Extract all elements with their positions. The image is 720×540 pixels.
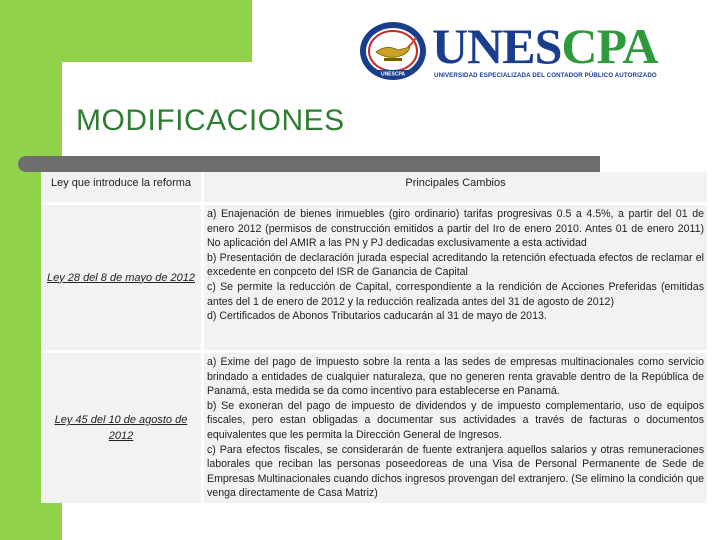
change-item: b) Presentación de declaración jurada especial acreditando la retención efectuada efectos de reclamar el excedente en conpceto del ISR de Ganancia de Capital: [207, 251, 704, 279]
logo-name-cpa: CPA: [561, 18, 658, 74]
change-item: c) Se permite la reducción de Capital, correspondiente a la rendición de Acciones Preferidas (emitidas antes del 1 de enero de 2012 y la reducción realizada antes del 31 de agosto de 2012): [207, 280, 704, 308]
table-row-2-changes: [204, 353, 707, 503]
table-row-1-law: Ley 28 del 8 de mayo de 2012: [41, 205, 201, 350]
table-row-2-law: Ley 45 del 10 de agosto de 2012: [41, 353, 201, 503]
logo-subtitle: UNIVERSIDAD ESPECIALIZADA DEL CONTADOR PÚBLICO AUTORIZADO: [434, 72, 657, 79]
unescpa-logo: [358, 18, 690, 84]
change-item: b) Se exoneran del pago de impuesto de dividendos y de impuesto complementario, uso de equipos fiscales, pero estan obligadas a documentar sus actividades a través de facturas o documentos equivalentes que les permita la Dirección General de Ingresos.: [207, 399, 704, 441]
change-item: d) Certificados de Abonos Tributarios caducarán al 31 de mayo de 2013.: [207, 310, 547, 323]
lamp-seal-icon: [358, 20, 428, 82]
header-changes: Principales Cambios: [204, 172, 707, 202]
logo-wordmark: [432, 20, 657, 72]
header-law: Ley que introduce la reforma: [41, 172, 201, 202]
top-accent-band: [0, 0, 252, 62]
change-item: c) Para efectos fiscales, se considerarán de fuente extranjera aquellos salarios y otras remuneraciones laborales que reciban las personas poseedoreas de una Visa de Personal Permanente de Sede de Empresas Multinacionales cuando dichos ingresos provengan del extranjero. (Se elimino la condición que venga directamente de Casa Matriz): [207, 443, 704, 500]
table-row-1-changes: [204, 205, 707, 350]
title-divider: [18, 156, 600, 172]
change-item: a) Enajenación de bienes inmuebles (giro ordinario) tarifas progresivas 0.5 a 4.5%, a partir del 01 de enero 2012 (permisos de construcción emitidos a partir del Iro de enero 2010. Antes 01 de enero 2011) No aplicación del AMIR a las PN y PJ dedicadas exclusivamente a esta actividad: [207, 208, 704, 250]
reform-table: [41, 172, 707, 503]
slide-title: MODIFICACIONES: [76, 104, 345, 137]
logo-name-unes: UNES: [432, 18, 562, 74]
seal-text: UNESCPA: [380, 71, 406, 78]
change-item: a) Exime del pago de impuesto sobre la renta a las sedes de empresas multinacionales como servicio brindado a entidades de cualquier naturaleza, que no generen renta gravable dentro de la República de Panamá, esta medida se da como incentivo para establecerse en Panamá.: [207, 356, 704, 398]
